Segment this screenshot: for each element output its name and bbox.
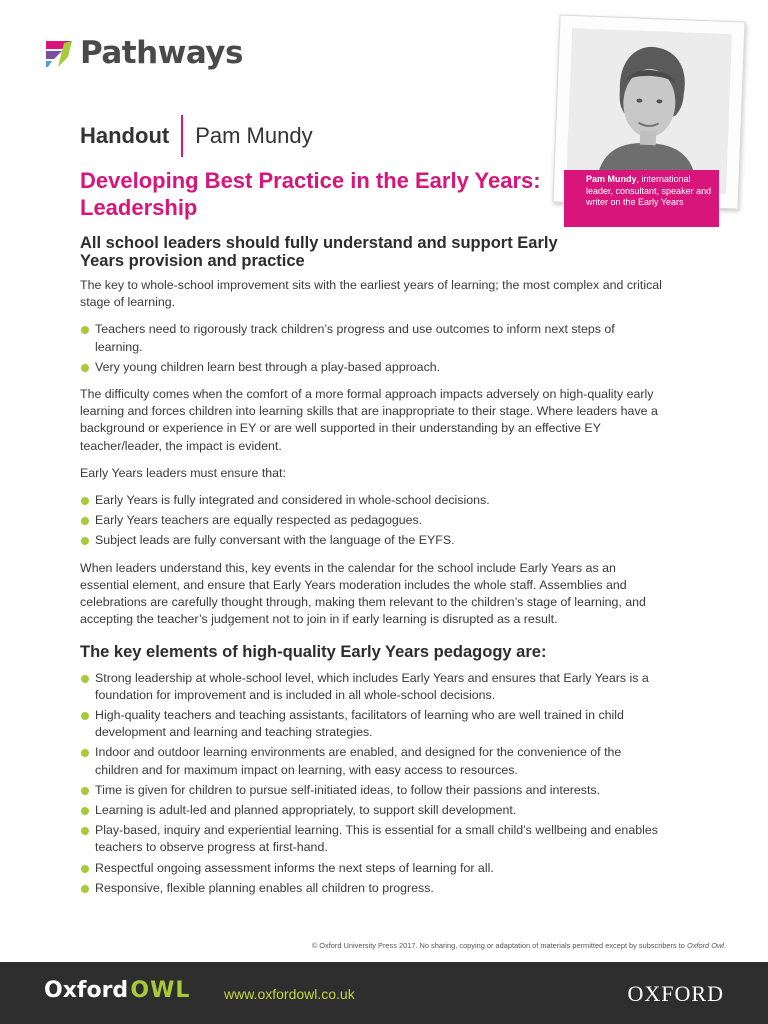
list-item: Teachers need to rigorously track children’s progress and use outcomes to inform next steps of learning. [80,321,662,355]
document-body [80,277,662,907]
copyright-end: . [723,941,726,950]
list-item: Respectful ongoing assessment informs the next steps of learning for all. [80,860,662,877]
pathways-logo [44,35,243,71]
author-caption [564,170,719,227]
list-item: Indoor and outdoor learning environments are enabled, and designed for the convenience of the children and for maximum impact on learning, with easy access to resources. [80,744,662,778]
bullet-list-3 [80,670,662,897]
oxford-logo: OXFORD [627,981,724,1006]
copyright-italic: Oxford Owl [686,941,724,950]
handout-divider [181,115,183,157]
footer-bar [0,962,768,1024]
intro-paragraph: The key to whole-school improvement sits with the earliest years of learning; the most complex and critical stage of learning. [80,278,662,310]
paragraph: The difficulty comes when the comfort of a more formal approach impacts adversely on high-quality early learning and forces children into learning skills that are inappropriate to their stage. Where leaders have a background or experience in EY or are well supported in their understanding by an effective EY teacher/leader, the impact is evident. [80,387,658,453]
paragraph: When leaders understand this, key events in the calendar for the school include Early Years as an essential element, and ensure that Early Years moderation includes the whole staff. Assemblies and celebrations are carefully thought through, making them relevant to the children’s stage of learning, and accepting the teacher’s judgement not to join in if early learning is disrupted as a result. [80,560,646,627]
list-item: Very young children learn best through a play-based approach. [80,359,662,376]
list-item: Early Years is fully integrated and considered in whole-school decisions. [80,492,662,509]
handout-author: Pam Mundy [195,123,313,148]
section-subheading: All school leaders should fully understand and support Early Years provision and practice [80,234,558,270]
brand-name: Pathways [80,35,243,71]
list-item: High-quality teachers and teaching assistants, facilitators of learning who are well trained in child development and learning and teaching strategies. [80,707,662,741]
caption-name: Pam Mundy [586,174,637,184]
list-item: Subject leads are fully conversant with the language of the EYFS. [80,532,662,549]
bullet-list-2 [80,492,662,550]
handout-header [80,115,313,157]
list-item: Responsive, flexible planning enables all children to progress. [80,880,662,897]
copyright-notice [312,941,726,950]
footer-owl-text: OWL [130,978,191,1003]
list-item: Learning is adult-led and planned appropriately, to support skill development. [80,802,662,819]
caption-description: , international leader, consultant, speaker and writer on the Early Years [586,174,712,208]
pathways-logo-icon [44,37,74,69]
handout-label: Handout [80,123,170,148]
section-heading: The key elements of high-quality Early Years pedagogy are: [80,643,547,662]
paragraph: Early Years leaders must ensure that: [80,465,286,480]
list-item: Time is given for children to pursue self-initiated ideas, to follow their passions and interests. [80,782,662,799]
copyright-text: © Oxford University Press 2017. No sharing, copying or adaptation of materials permitted except by subscribers to [311,941,687,950]
page-title: Developing Best Practice in the Early Years: Leadership [80,168,541,220]
footer-brand-text: Oxford [44,978,129,1003]
footer-url-link[interactable]: www.oxfordowl.co.uk [224,986,355,1002]
list-item: Early Years teachers are equally respected as pedagogues. [80,512,662,529]
oxford-owl-logo [44,978,190,1003]
list-item: Play-based, inquiry and experiential learning. This is essential for a small child’s wellbeing and enables teachers to observe progress at first-hand. [80,822,662,856]
bullet-list-1 [80,321,662,376]
list-item: Strong leadership at whole-school level, which includes Early Years and ensures that Early Years is a foundation for improvement and is included in all whole-school decisions. [80,670,662,704]
